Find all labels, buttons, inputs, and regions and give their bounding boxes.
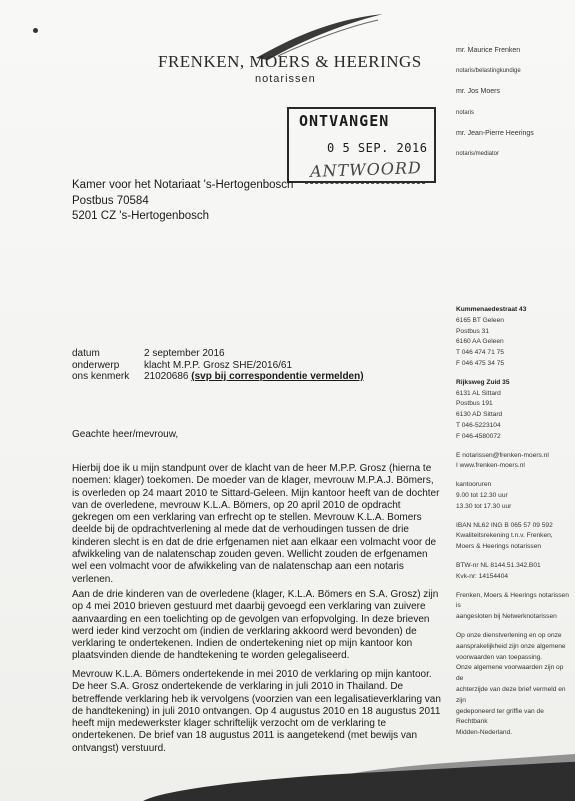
handwritten-note: ANTWOORD [309,158,423,181]
contact-line: aangesloten bij Netwerknotarissen [456,613,557,621]
contact-line: 6131 AL Sittard [456,389,501,397]
body-line: Mevrouw K.L.A. Bömers ondertekende in mei 2010 de verklaring op mijn kantoor. [72,669,432,680]
contact-line [456,623,572,631]
firm-subtitle: notarissen [255,73,316,85]
body-line: betreffende verklaring heb ik vervolgens (voorzien van een legalisatieverklaring van [72,693,441,705]
stamp-date: 0 5 SEP. 2016 [327,141,428,155]
meta-subject-row [72,360,364,372]
contact-line: Onze algemene voorwaarden zijn op de [456,664,564,683]
contact-line: 13.30 tot 17.30 uur [456,502,512,510]
contact-line: F 046 475 34 75 [456,359,505,367]
body-line: werd ieder kind verzocht om (indien de verklaring akkoord werd bevonden) de [72,625,417,637]
contact-line: Op onze dienstverlening en op onze [456,631,562,639]
meta-date-row [72,348,364,360]
body-line: deelde bij de opdrachtverlening al mede dat de verhoudingen tussen de drie [72,524,409,536]
contact-line [456,513,572,521]
contact-line: gedeponeerd ter griffie van de Rechtbank [456,707,544,726]
body-line: afwikkeling van de nalatenschap zouden geven. Wellicht zouden de erfgenamen [72,549,428,561]
meta-date-label: datum [72,348,100,359]
contact-line: Kummenaedestraat 43 [456,306,527,313]
salutation: Geachte heer/mevrouw, [72,429,179,440]
body-line: kinderen slecht is en dat de drie erfgenamen niet aan elkaar een volmacht voor de [72,536,437,548]
contact-line: BTW-nr NL 8144.51.342.B01 [456,561,541,569]
stamp-title: ONTVANGEN [299,112,390,130]
partner-line: mr. Jean-Pierre Heerings [456,129,534,137]
contact-line: IBAN NL62 ING B 065 57 09 592 [456,521,553,529]
partner-line: mr. Jos Moers [456,88,500,96]
addressee-name: Kamer voor het Notariaat 's-Hertogenbosch [72,179,294,191]
contact-line: 6165 BT Geleen [456,316,504,324]
contact-line: 9.00 tot 12.30 uur [456,491,508,499]
handwritten-underline [305,183,425,184]
contact-line: I www.frenken-moers.nl [456,462,525,470]
meta-subject-label: onderwerp [72,359,120,371]
body-line: gekregen om een verklaring van erfrecht op te stellen. Mevrouw K.L.A. Bomers [72,512,422,524]
contact-line: kantooruren [456,481,492,489]
contact-line: 6160 AA Geleen [456,338,504,346]
body-line: De heer S.A. Grosz ondertekende de verklaring in juli 2010 in Thailand. De [72,681,404,693]
contact-line: aansprakelijkheid zijn onze algemene [456,642,566,650]
contact-line: E notarissen@frenken-moers.nl [456,451,549,459]
contact-line: Kvk-nr: 14154404 [456,572,509,580]
contact-line: T 046 474 71 75 [456,349,504,357]
meta-date-value: 2 september 2016 [144,348,225,359]
body-line: heeft mijn medewerkster klager schriftelijk verzocht om de verklaring te [72,718,387,730]
contact-line: T 046-5223104 [456,421,501,429]
contact-line: voorwaarden van toepassing. [456,653,543,661]
partner-line: notaris/mediator [456,150,500,157]
body-line: is overleden op 24 maart 2010 te Sittard-Geleen. Mijn kantoor heeft van de dochter [72,487,440,499]
addressee-city: 5201 CZ 's-Hertogenbosch [72,210,210,222]
contact-line: Postbus 31 [456,327,489,335]
body-line: noemen: klager) toekomen. De moeder van de klager, mevrouw M.P.A.J. Bömers, [72,475,434,487]
contact-line: Kwaliteitsrekening t.n.v. Frenken, [456,532,553,540]
contact-line: Frenken, Moers & Heerings notarissen is [456,591,569,610]
letter-meta [72,348,364,383]
contact-line: F 046-4580072 [456,432,501,440]
contact-line [456,472,572,480]
contact-line: achterzijde van deze brief vermeld en zijn [456,685,566,704]
body-line: verklaring te ondertekenen. Indien de ondertekening niet op mijn kantoor kon [72,638,413,650]
contact-line [456,583,572,591]
body-line: verlenen. [72,573,114,585]
body-line: op 4 mei 2010 brieven gestuurd met daarbij gevoegd een verklaring van zuivere [72,601,426,613]
contact-column [456,305,572,739]
body-line: ontvangst) verstuurd. [72,742,166,754]
addressee-block [72,178,293,225]
contact-line: 6130 AD Sittard [456,411,503,419]
body-line: van de overledene, mevrouw K.L.A. Bömers, op 20 april 2010 de opdracht [72,499,401,511]
meta-ref-value: 21020686 [144,371,189,382]
body-paragraph-1 [72,463,442,586]
contact-line: Postbus 191 [456,400,493,408]
body-line: Aan de drie kinderen van de overledene (klager, K.L.A. Bömers en S.A. Grosz) zijn [72,589,439,600]
contact-line [456,370,572,378]
addressee-postbus: Postbus 70584 [72,194,149,207]
contact-line [456,553,572,561]
meta-ref-note: (svp bij correspondentie vermelden) [191,371,364,382]
body-line: aanvaarding en een toelichting op de gevolgen van erfopvolging. In deze brieven [72,613,430,625]
paper-speck [33,28,38,33]
footer-swoosh [139,762,575,801]
body-line: de handtekening) in juli 2010 ontvangen. Op 4 augustus 2010 en 18 augustus 2011 [72,705,441,717]
meta-ref-label: ons kenmerk [72,371,130,382]
partner-line: mr. Maurice Frenken [456,47,521,54]
partner-list [456,47,571,171]
contact-line [456,443,572,451]
body-line: plaatsvinden diende de handtekening te worden gelegaliseerd. [72,650,350,662]
partner-line: notaris/belastingkundige [456,68,521,75]
contact-line: Midden-Nederland. [456,729,513,737]
firm-name: FRENKEN, MOERS & HEERINGS [158,52,422,71]
body-line: ondertekenen. De brief van 18 augustus 2011 is aangetekend (met bewijs van [72,730,418,742]
body-line: Hierbij doe ik u mijn standpunt over de klacht van de heer M.P.P. Grosz (hierna te [72,463,432,474]
body-line: wel een volmacht voor de afwikkeling van de nalatenschap aan een notaris [72,561,404,573]
contact-line: Moers & Heerings notarissen [456,543,542,551]
contact-line: Rijksweg Zuid 35 [456,378,510,386]
body-paragraph-3 [72,669,442,755]
meta-subject-value: klacht M.P.P. Grosz SHE/2016/61 [144,359,293,371]
body-paragraph-2 [72,589,442,663]
partner-line: notaris [456,109,475,116]
meta-ref-row [72,371,364,383]
